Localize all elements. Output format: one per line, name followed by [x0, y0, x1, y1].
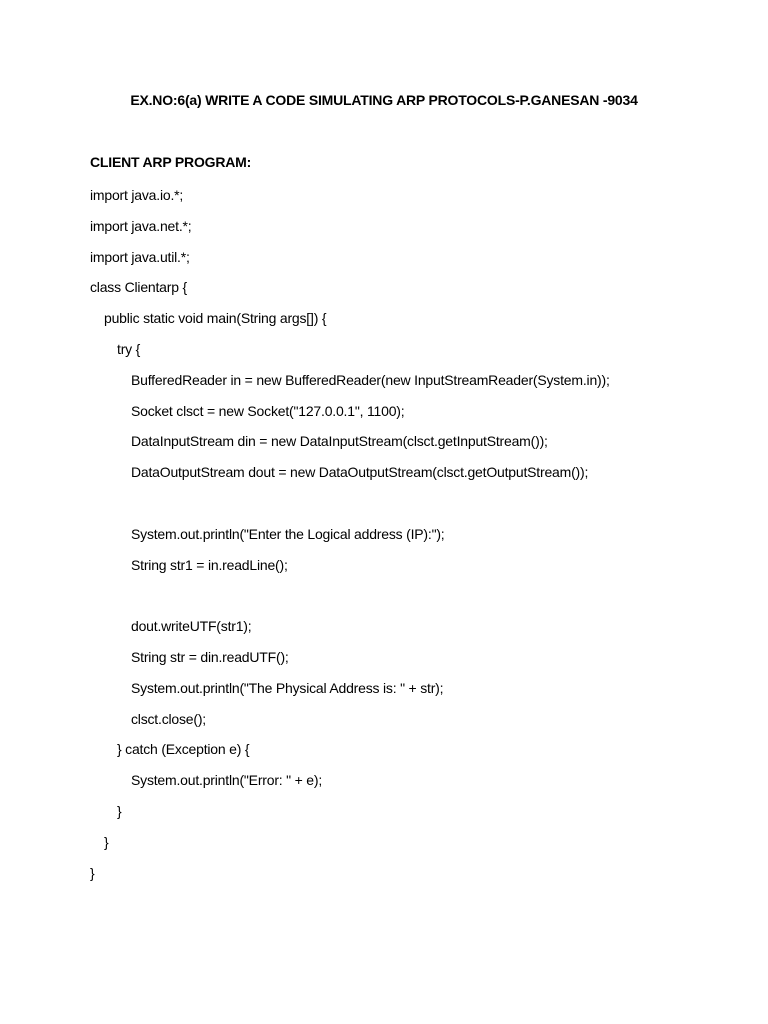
code-line: clsct.close(); [131, 710, 206, 727]
code-line: } catch (Exception e) { [117, 741, 250, 758]
code-line: } [104, 833, 109, 850]
blank-line [90, 492, 610, 523]
code-line: import java.util.*; [90, 248, 190, 265]
code-line: BufferedReader in = new BufferedReader(new InputStreamReader(System.in)); [131, 371, 610, 388]
code-line: import java.io.*; [90, 187, 184, 203]
code-line: DataInputStream din = new DataInputStream(clsct.getInputStream()); [131, 433, 548, 450]
code-line: } [117, 802, 122, 819]
section-heading: CLIENT ARP PROGRAM: [90, 154, 252, 170]
blank-line [90, 584, 610, 615]
code-line: try { [117, 340, 141, 357]
code-line: System.out.println("The Physical Address is: " + str); [131, 679, 444, 696]
code-line: class Clientarp { [90, 279, 187, 296]
code-line: Socket clsct = new Socket("127.0.0.1", 1100); [131, 402, 405, 419]
code-line: DataOutputStream dout = new DataOutputStream(clsct.getOutputStream()); [131, 464, 589, 481]
document-title: EX.NO:6(a) WRITE A CODE SIMULATING ARP PROTOCOLS-P.GANESAN -9034 [130, 92, 638, 108]
code-line: } [90, 864, 95, 881]
code-line: String str = din.readUTF(); [131, 648, 289, 665]
code-line: System.out.println("Error: " + e); [131, 772, 323, 789]
code-line: dout.writeUTF(str1); [131, 618, 252, 635]
code-line: System.out.println("Enter the Logical address (IP):"); [131, 525, 445, 542]
code-listing [90, 184, 610, 892]
code-line: import java.net.*; [90, 217, 192, 234]
code-line: public static void main(String args[]) { [104, 310, 327, 327]
code-line: String str1 = in.readLine(); [131, 556, 288, 573]
